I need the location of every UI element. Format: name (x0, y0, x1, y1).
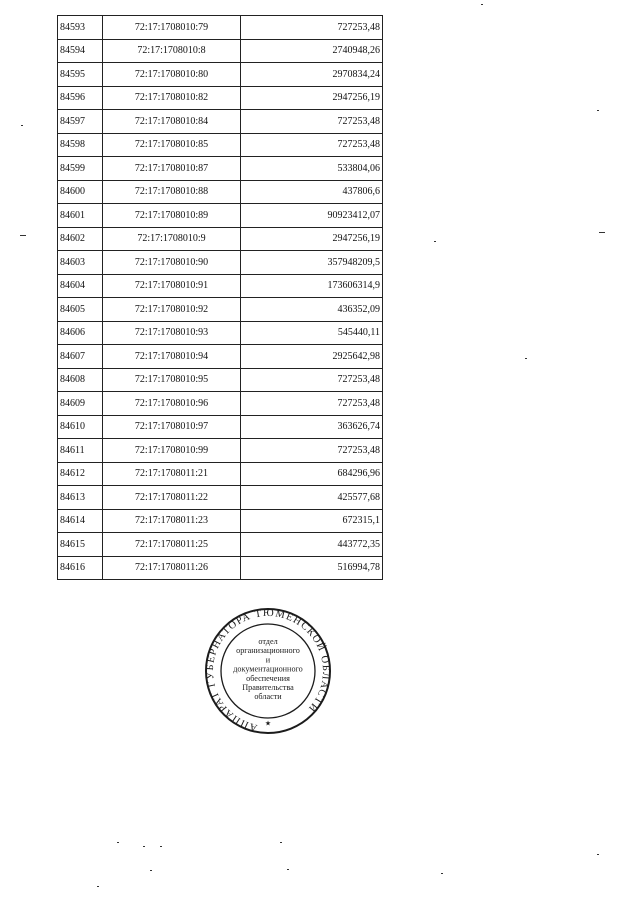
table-row (58, 415, 383, 439)
table-row (58, 39, 383, 63)
table-row (58, 298, 383, 322)
cadastral-number-cell: 72:17:1708010:90 (103, 251, 241, 275)
row-number-cell: 84613 (58, 486, 103, 510)
table-row (58, 63, 383, 87)
row-number-cell: 84607 (58, 345, 103, 369)
cadastral-value-cell: 90923412,07 (241, 204, 383, 228)
cadastral-number-cell: 72:17:1708010:95 (103, 368, 241, 392)
cadastral-number-cell: 72:17:1708010:99 (103, 439, 241, 463)
table-row (58, 227, 383, 251)
table-row (58, 321, 383, 345)
row-number-cell: 84616 (58, 556, 103, 580)
cadastral-number-cell: 72:17:1708010:84 (103, 110, 241, 134)
cadastral-value-cell: 2925642,98 (241, 345, 383, 369)
cadastral-number-cell: 72:17:1708011:25 (103, 533, 241, 557)
row-number-cell: 84615 (58, 533, 103, 557)
cadastral-number-cell: 72:17:1708010:97 (103, 415, 241, 439)
scan-speck (287, 869, 289, 870)
row-number-cell: 84598 (58, 133, 103, 157)
cadastral-value-cell: 443772,35 (241, 533, 383, 557)
scan-speck (97, 886, 99, 887)
scan-speck (434, 241, 436, 242)
stamp-center-line: области (254, 692, 282, 702)
table-row (58, 368, 383, 392)
cadastral-number-cell: 72:17:1708010:9 (103, 227, 241, 251)
cadastral-value-cell: 2970834,24 (241, 63, 383, 87)
table-body (58, 16, 383, 580)
cadastral-value-cell: 425577,68 (241, 486, 383, 510)
table-row (58, 533, 383, 557)
cadastral-value-cell: 727253,48 (241, 368, 383, 392)
scan-speck (441, 873, 443, 874)
row-number-cell: 84603 (58, 251, 103, 275)
cadastral-value-cell: 363626,74 (241, 415, 383, 439)
row-number-cell: 84614 (58, 509, 103, 533)
cadastral-number-cell: 72:17:1708010:8 (103, 39, 241, 63)
cadastral-value-cell: 545440,11 (241, 321, 383, 345)
cadastral-value-cell: 516994,78 (241, 556, 383, 580)
table-row (58, 251, 383, 275)
scan-speck (117, 842, 119, 843)
row-number-cell: 84606 (58, 321, 103, 345)
official-stamp (203, 606, 333, 736)
scan-speck (599, 232, 605, 233)
cadastral-value-cell: 436352,09 (241, 298, 383, 322)
scan-speck (160, 846, 162, 847)
cadastral-value-cell: 2947256,19 (241, 86, 383, 110)
scan-speck (150, 870, 152, 871)
cadastral-value-cell: 2947256,19 (241, 227, 383, 251)
row-number-cell: 84610 (58, 415, 103, 439)
table-row (58, 110, 383, 134)
cadastral-number-cell: 72:17:1708010:92 (103, 298, 241, 322)
cadastral-value-cell: 437806,6 (241, 180, 383, 204)
row-number-cell: 84605 (58, 298, 103, 322)
stamp-center-line: организационного (236, 646, 300, 656)
scan-speck (481, 4, 483, 5)
table-row (58, 157, 383, 181)
table-row (58, 556, 383, 580)
stamp-center-line: Правительства (242, 683, 294, 692)
cadastral-value-cell: 727253,48 (241, 133, 383, 157)
cadastral-number-cell: 72:17:1708010:89 (103, 204, 241, 228)
table-row (58, 204, 383, 228)
table-row (58, 345, 383, 369)
cadastral-value-cell: 727253,48 (241, 392, 383, 416)
cadastral-number-cell: 72:17:1708010:87 (103, 157, 241, 181)
stamp-star-icon: ★ (264, 719, 272, 728)
cadastral-number-cell: 72:17:1708010:91 (103, 274, 241, 298)
cadastral-value-cell: 727253,48 (241, 16, 383, 40)
row-number-cell: 84612 (58, 462, 103, 486)
stamp-center-line: документационного (233, 664, 303, 674)
stamp-center-text (233, 637, 303, 701)
row-number-cell: 84611 (58, 439, 103, 463)
table-row (58, 133, 383, 157)
row-number-cell: 84602 (58, 227, 103, 251)
stamp-ring-text: АППАРАТ ГУБЕРНАТОРА ТЮМЕНСКОЙ ОБЛАСТИ (204, 607, 332, 733)
row-number-cell: 84604 (58, 274, 103, 298)
cadastral-number-cell: 72:17:1708010:88 (103, 180, 241, 204)
table-row (58, 462, 383, 486)
row-number-cell: 84609 (58, 392, 103, 416)
row-number-cell: 84596 (58, 86, 103, 110)
cadastral-value-cell: 533804,06 (241, 157, 383, 181)
scan-speck (20, 235, 26, 236)
scan-speck (21, 125, 23, 126)
scan-speck (280, 842, 282, 843)
cadastral-value-cell: 672315,1 (241, 509, 383, 533)
stamp-center-line: обеспечения (246, 673, 290, 683)
row-number-cell: 84595 (58, 63, 103, 87)
cadastral-number-cell: 72:17:1708010:80 (103, 63, 241, 87)
cadastral-number-cell: 72:17:1708011:21 (103, 462, 241, 486)
cadastral-value-cell: 727253,48 (241, 110, 383, 134)
cadastral-number-cell: 72:17:1708010:94 (103, 345, 241, 369)
cadastral-number-cell: 72:17:1708010:85 (103, 133, 241, 157)
table-row (58, 86, 383, 110)
row-number-cell: 84600 (58, 180, 103, 204)
cadastral-value-cell: 727253,48 (241, 439, 383, 463)
table-row (58, 274, 383, 298)
row-number-cell: 84593 (58, 16, 103, 40)
table-row (58, 486, 383, 510)
stamp-center-line: отдел (258, 637, 278, 646)
cadastral-value-cell: 684296,96 (241, 462, 383, 486)
cadastral-number-cell: 72:17:1708011:26 (103, 556, 241, 580)
table-row (58, 392, 383, 416)
cadastral-number-cell: 72:17:1708011:22 (103, 486, 241, 510)
scan-speck (525, 358, 527, 359)
row-number-cell: 84601 (58, 204, 103, 228)
cadastral-number-cell: 72:17:1708010:96 (103, 392, 241, 416)
cadastral-number-cell: 72:17:1708011:23 (103, 509, 241, 533)
cadastral-number-cell: 72:17:1708010:82 (103, 86, 241, 110)
cadastral-value-table (57, 15, 383, 580)
scan-speck (143, 846, 145, 847)
cadastral-value-cell: 173606314,9 (241, 274, 383, 298)
table-row (58, 16, 383, 40)
table-row (58, 509, 383, 533)
cadastral-number-cell: 72:17:1708010:79 (103, 16, 241, 40)
scan-speck (597, 854, 599, 855)
table-row (58, 180, 383, 204)
row-number-cell: 84599 (58, 157, 103, 181)
cadastral-value-cell: 357948209,5 (241, 251, 383, 275)
stamp-center-line: и (265, 655, 271, 665)
cadastral-number-cell: 72:17:1708010:93 (103, 321, 241, 345)
row-number-cell: 84608 (58, 368, 103, 392)
scan-speck (597, 110, 599, 111)
cadastral-value-cell: 2740948,26 (241, 39, 383, 63)
row-number-cell: 84594 (58, 39, 103, 63)
table-row (58, 439, 383, 463)
row-number-cell: 84597 (58, 110, 103, 134)
